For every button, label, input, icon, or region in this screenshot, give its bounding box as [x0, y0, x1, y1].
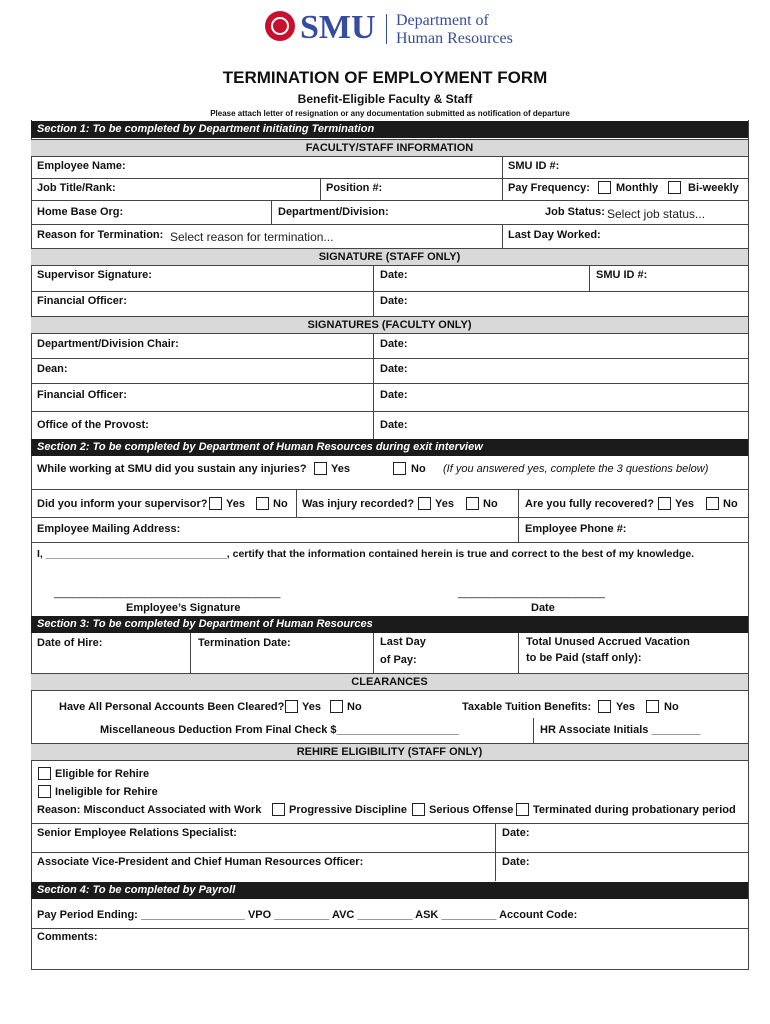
last-day-worked-label: Last Day Worked:	[508, 229, 601, 241]
employee-name-label: Employee Name:	[37, 160, 126, 172]
rehire-eligibility-header: REHIRE ELIGIBILITY (STAFF ONLY)	[31, 743, 748, 761]
injury-no-label: No	[411, 463, 426, 475]
recovered-yes-label: Yes	[675, 498, 694, 510]
hr-initials-label: HR Associate Initials ________	[540, 724, 701, 736]
dept-chair-label: Department/Division Chair:	[37, 338, 179, 350]
signature-line: _____________________________________	[54, 587, 281, 599]
divider	[271, 200, 272, 224]
injury-note: (If you answered yes, complete the 3 questions below)	[443, 463, 709, 475]
injury-no-checkbox[interactable]	[393, 462, 406, 475]
divider	[31, 291, 749, 292]
divider	[31, 517, 749, 518]
probationary-label: Terminated during probationary period	[533, 804, 736, 816]
smu-id-label: SMU ID #:	[508, 160, 560, 172]
section-4-title: Section 4: To be completed by Payroll	[31, 882, 748, 899]
pay-period-ending-label: Pay Period Ending: _________________ VPO _________ AVC _________ ASK _________ Account Code:	[37, 909, 578, 921]
tuition-no-label: No	[664, 701, 679, 713]
smu-seal-icon	[265, 11, 295, 41]
divider	[320, 178, 321, 200]
supervisor-date-label: Date:	[380, 269, 408, 281]
injury-question: While working at SMU did you sustain any injuries?	[37, 463, 307, 475]
serious-offense-checkbox[interactable]	[412, 803, 425, 816]
supervisor-signature-label: Supervisor Signature:	[37, 269, 152, 281]
job-status-select[interactable]: Select job status...	[607, 207, 706, 221]
divider	[190, 633, 191, 673]
signature-staff-header: SIGNATURE (STAFF ONLY)	[31, 248, 748, 266]
smu-logo-text: SMU	[300, 9, 376, 46]
divider	[373, 333, 374, 439]
divider	[502, 224, 503, 248]
tuition-yes-label: Yes	[616, 701, 635, 713]
accounts-yes-checkbox[interactable]	[285, 700, 298, 713]
biweekly-checkbox[interactable]	[668, 181, 681, 194]
certify-statement: I, _______________________________, certify that the information contained herein is true and correct to the best of my knowledge.	[37, 548, 695, 560]
recovered-no-label: No	[723, 498, 738, 510]
avp-label: Associate Vice-President and Chief Human Resources Officer:	[37, 856, 364, 868]
employee-phone-label: Employee Phone #:	[525, 523, 627, 535]
ineligible-rehire-checkbox[interactable]	[38, 785, 51, 798]
form-note: Please attach letter of resignation or any documentation submitted as notification of departure	[210, 109, 570, 118]
financial-officer-faculty-label: Financial Officer:	[37, 389, 127, 401]
section-1-title: Section 1: To be completed by Department initiating Termination	[31, 121, 748, 138]
frame-right	[748, 120, 749, 969]
form-title: TERMINATION OF EMPLOYMENT FORM	[222, 68, 548, 87]
inform-no-checkbox[interactable]	[256, 497, 269, 510]
divider	[296, 489, 297, 517]
dean-date-label: Date:	[380, 363, 408, 375]
divider	[31, 542, 749, 543]
supervisor-smu-id-label: SMU ID #:	[596, 269, 648, 281]
divider	[31, 852, 749, 853]
vacation-label-1: Total Unused Accrued Vacation	[526, 636, 690, 648]
divider	[502, 157, 503, 179]
recorded-no-label: No	[483, 498, 498, 510]
accounts-cleared-question: Have All Personal Accounts Been Cleared?	[59, 701, 285, 713]
dept-line-2: Human Resources	[396, 30, 513, 47]
dean-label: Dean:	[37, 363, 68, 375]
logo-divider	[386, 14, 387, 44]
inform-yes-checkbox[interactable]	[209, 497, 222, 510]
recovered-yes-checkbox[interactable]	[658, 497, 671, 510]
injury-recorded-question: Was injury recorded?	[302, 498, 415, 510]
comments-label: Comments:	[37, 931, 98, 943]
inform-no-label: No	[273, 498, 288, 510]
reason-select[interactable]: Select reason for termination...	[170, 230, 334, 244]
tuition-yes-checkbox[interactable]	[598, 700, 611, 713]
progressive-discipline-checkbox[interactable]	[272, 803, 285, 816]
mailing-address-label: Employee Mailing Address:	[37, 523, 181, 535]
recorded-yes-checkbox[interactable]	[418, 497, 431, 510]
senior-specialist-label: Senior Employee Relations Specialist:	[37, 827, 237, 839]
divider	[31, 200, 749, 201]
financial-officer-label: Financial Officer:	[37, 295, 127, 307]
injury-yes-label: Yes	[331, 463, 350, 475]
financial-officer-date-label: Date:	[380, 295, 408, 307]
frame-bottom	[31, 969, 749, 970]
section-3-title: Section 3: To be completed by Department of Human Resources	[31, 616, 748, 633]
probationary-checkbox[interactable]	[516, 803, 529, 816]
tuition-no-checkbox[interactable]	[646, 700, 659, 713]
home-base-label: Home Base Org:	[37, 206, 124, 218]
avp-date-label: Date:	[502, 856, 530, 868]
job-title-label: Job Title/Rank:	[37, 182, 116, 194]
dept-division-label: Department/Division:	[278, 206, 389, 218]
divider	[31, 224, 749, 225]
pay-frequency-label: Pay Frequency:	[508, 182, 590, 194]
accounts-no-checkbox[interactable]	[330, 700, 343, 713]
recorded-yes-label: Yes	[435, 498, 454, 510]
last-day-pay-label-1: Last Day	[380, 636, 426, 648]
divider	[31, 358, 749, 359]
faculty-staff-header: FACULTY/STAFF INFORMATION	[31, 139, 748, 157]
progressive-discipline-label: Progressive Discipline	[289, 804, 407, 816]
last-day-pay-label-2: of Pay:	[380, 654, 417, 666]
reason-label: Reason for Termination:	[37, 229, 164, 241]
divider	[373, 633, 374, 673]
form-subtitle: Benefit-Eligible Faculty & Staff	[297, 92, 473, 106]
fully-recovered-question: Are you fully recovered?	[525, 498, 654, 510]
divider	[518, 633, 519, 673]
eligible-rehire-checkbox[interactable]	[38, 767, 51, 780]
divider	[31, 178, 749, 179]
divider	[31, 411, 749, 412]
recorded-no-checkbox[interactable]	[466, 497, 479, 510]
office-provost-date-label: Date:	[380, 419, 408, 431]
inform-yes-label: Yes	[226, 498, 245, 510]
financial-officer-faculty-date-label: Date:	[380, 389, 408, 401]
ineligible-rehire-label: Ineligible for Rehire	[55, 786, 158, 798]
misc-deduction-label: Miscellaneous Deduction From Final Check $____________________	[100, 724, 459, 736]
monthly-label: Monthly	[616, 182, 659, 194]
job-status-label: Job Status:	[545, 206, 605, 218]
monthly-checkbox[interactable]	[598, 181, 611, 194]
divider	[31, 383, 749, 384]
inform-supervisor-question: Did you inform your supervisor?	[37, 498, 208, 510]
dept-chair-date-label: Date:	[380, 338, 408, 350]
serious-offense-label: Serious Offense	[429, 804, 514, 816]
accounts-yes-label: Yes	[302, 701, 321, 713]
signature-date-label: Date	[531, 602, 555, 614]
divider	[518, 489, 519, 543]
accounts-no-label: No	[347, 701, 362, 713]
date-line: ________________________	[458, 587, 605, 599]
recovered-no-checkbox[interactable]	[706, 497, 719, 510]
senior-specialist-date-label: Date:	[502, 827, 530, 839]
office-provost-label: Office of the Provost:	[37, 419, 149, 431]
biweekly-label: Bi-weekly	[688, 182, 739, 194]
termination-date-label: Termination Date:	[198, 637, 291, 649]
injury-yes-checkbox[interactable]	[314, 462, 327, 475]
divider	[31, 823, 749, 824]
vacation-label-2: to be Paid (staff only):	[526, 652, 642, 664]
dept-line-1: Department of	[396, 12, 489, 29]
clearances-header: CLEARANCES	[31, 673, 748, 691]
divider	[502, 178, 503, 200]
eligible-rehire-label: Eligible for Rehire	[55, 768, 150, 780]
employee-signature-label: Employee’s Signature	[126, 602, 241, 614]
divider	[589, 265, 590, 291]
signatures-faculty-header: SIGNATURES (FACULTY ONLY)	[31, 316, 748, 334]
divider	[533, 718, 534, 743]
tuition-benefits-question: Taxable Tuition Benefits:	[462, 701, 592, 713]
divider	[31, 928, 749, 929]
divider	[31, 489, 749, 490]
position-label: Position #:	[326, 182, 383, 194]
reason-misconduct-label: Reason: Misconduct Associated with Work	[37, 804, 262, 816]
date-of-hire-label: Date of Hire:	[37, 637, 103, 649]
section-2-title: Section 2: To be completed by Department of Human Resources during exit interview	[31, 439, 748, 456]
